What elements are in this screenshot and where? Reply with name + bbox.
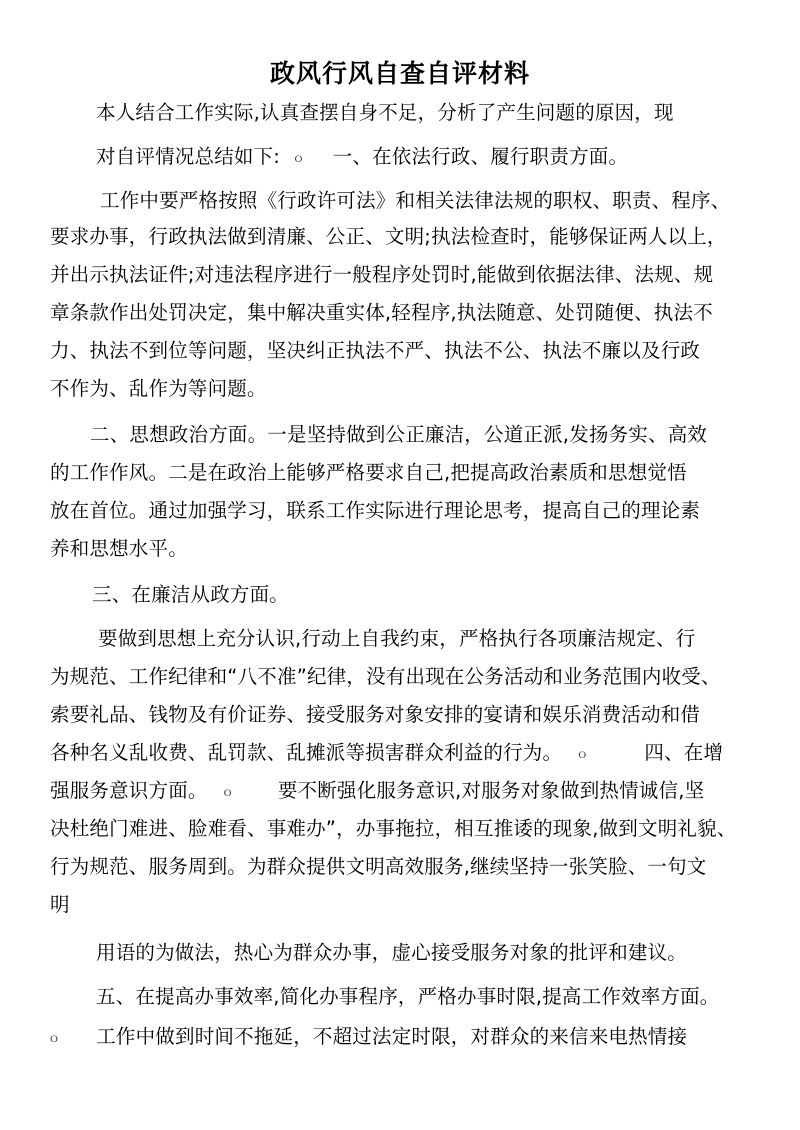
paragraph-mark: ｏ (576, 746, 589, 761)
text-line: 不作为、乱作为等问题。 (50, 377, 267, 400)
paragraph-line (50, 700, 700, 730)
paragraph-line (100, 186, 730, 216)
text-line: 放在首位。通过加强学习，联系工作实际进行理论思考，提高自己的理论素 (50, 499, 701, 522)
text-line: 决杜绝门难进、脸难看、事难办”，办事拖拉，相互推诿的现象,做到文明礼貌、 (50, 817, 737, 840)
text-line: 各种名义乱收费、乱罚款、乱摊派等损害群众利益的行为。 (50, 741, 563, 764)
text-line: 索要礼品、钱物及有价证券、接受服务对象安排的宴请和娱乐消费活动和借 (50, 703, 701, 726)
paragraph-line (50, 222, 727, 252)
paragraph-line (90, 420, 707, 450)
paragraph-line (50, 496, 700, 526)
text-line: 对自评情况总结如下: (96, 145, 287, 168)
paragraph-mark: ｏ (48, 1030, 61, 1045)
text-line: 力、执法不到位等问题，坚决纠正执法不严、执法不公、执法不廉以及行政 (50, 339, 701, 362)
text-line: 章条款作出处罚决定，集中解决重实体,轻程序,执法随意、处罚随便、执法不 (50, 301, 713, 324)
text-line: 要求办事，行政执法做到清廉、公正、文明;执法检查时，能够保证两人以上， (50, 225, 727, 248)
paragraph-line (50, 738, 723, 769)
text-line: 三、在廉洁从政方面。 (92, 583, 290, 606)
text-line: 要做到思想上充分认识,行动上自我约束，严格执行各项廉洁规定、行 (98, 627, 696, 650)
text-line: 并出示执法证件;对违法程序进行一般程序处罚时,能做到依据法律、法规、规 (50, 263, 714, 286)
text-line: 五、在提高办事效率,简化办事程序，严格办事时限,提高工作效率方面。 (96, 985, 720, 1008)
text-line: 工作中要严格按照《行政许可法》和相关法律法规的职权、职责、程序、 (100, 189, 731, 212)
paragraph-line (50, 776, 704, 807)
paragraph-line (50, 336, 700, 366)
paragraph-line (50, 852, 707, 882)
paragraph-line (50, 814, 737, 844)
paragraph-line (50, 260, 713, 290)
text-line: 明 (50, 893, 70, 916)
paragraph-line (96, 982, 720, 1012)
paragraph-line (92, 580, 289, 610)
paragraph-line (50, 298, 713, 328)
paragraph-line (96, 142, 628, 173)
text-line: 工作中做到时间不拖延，不超过法定时限，对群众的来信来电热情接 (96, 1025, 688, 1048)
text-line: 的工作作风。二是在政治上能够严格要求自己,把提高政治素质和思想觉悟 (50, 461, 687, 484)
text-line: 为规范、工作纪律和“八不准”纪律，没有出现在公务活动和业务范围内收受、 (50, 665, 721, 688)
document-title: 政风行风自查自评材料 (269, 59, 530, 88)
text-line: 用语的为做法，热心为群众办事，虚心接受服务对象的批评和建议。 (96, 941, 688, 964)
text-line: 要不断强化服务意识,对服务对象做到热情诚信,坚 (277, 779, 705, 802)
paragraph-line (98, 624, 695, 654)
text-line: 四、在增 (644, 741, 724, 764)
paragraph-line (50, 458, 687, 488)
paragraph-line (96, 98, 674, 128)
text-line: 养和思想水平。 (50, 537, 188, 560)
paragraph-line (50, 374, 267, 404)
paragraph-line (50, 662, 721, 692)
paragraph-mark: ｏ (292, 150, 305, 165)
text-line: 本人结合工作实际,认真查摆自身不足，分析了产生问题的原因，现 (96, 101, 674, 124)
paragraph-line (50, 890, 70, 920)
text-line: 强服务意识方面。 (50, 779, 208, 802)
text-line: 二、思想政治方面。一是坚持做到公正廉洁，公道正派,发扬务实、高效 (90, 423, 708, 446)
paragraph-line (48, 1022, 687, 1053)
paragraph-line (50, 534, 188, 564)
text-line: 一、在依法行政、履行职责方面。 (332, 145, 629, 168)
paragraph-mark: ｏ (221, 784, 234, 799)
paragraph-line (96, 938, 687, 968)
text-line: 行为规范、服务周到。为群众提供文明高效服务,继续坚持一张笑脸、一句文 (50, 855, 707, 878)
